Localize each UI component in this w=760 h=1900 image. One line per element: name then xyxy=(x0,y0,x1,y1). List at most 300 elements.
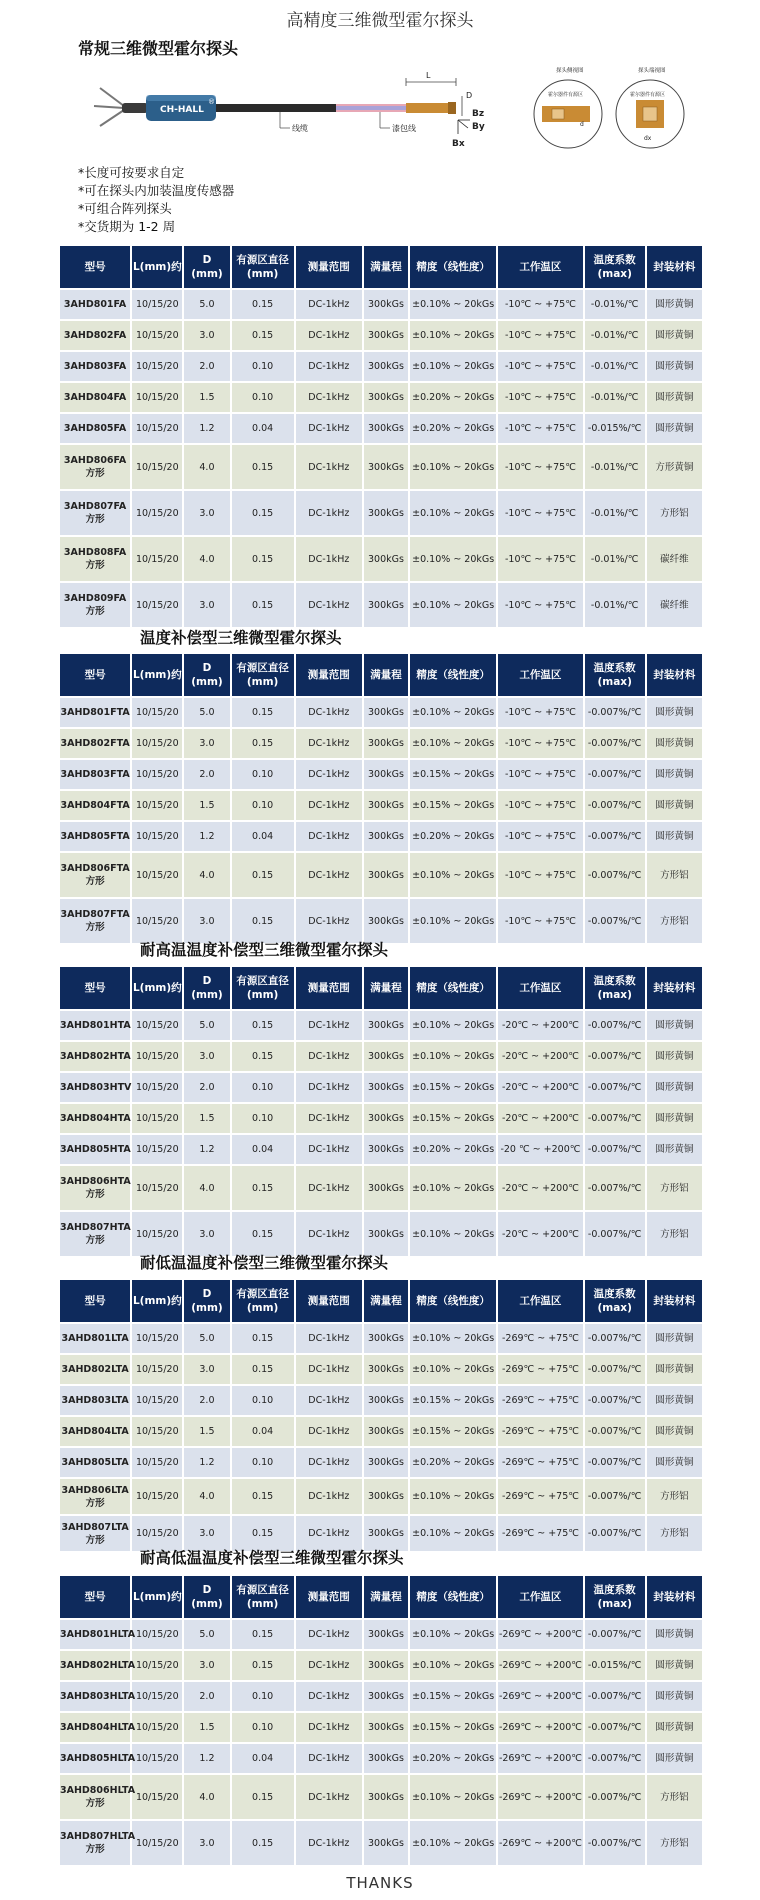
coef-cell: -0.007%/℃ xyxy=(585,1821,645,1865)
column-header: 精度（线性度） xyxy=(410,246,496,288)
L-cell: 10/15/20 xyxy=(132,1166,182,1210)
model-shape: 方形 xyxy=(85,514,105,525)
column-header: 型号 xyxy=(60,246,130,288)
model-name: 3AHD804HTA xyxy=(60,1113,131,1124)
footer-thanks: THANKS xyxy=(346,1874,414,1892)
active-cell: 0.15 xyxy=(232,729,294,758)
range-cell: DC-1kHz xyxy=(296,537,362,581)
full-cell: 300kGs xyxy=(364,352,408,381)
table-row xyxy=(60,1682,702,1711)
coef-cell: -0.007%/℃ xyxy=(585,1073,645,1102)
axes-icon xyxy=(458,120,470,134)
model-cell xyxy=(60,290,130,319)
column-header: 工作温区 xyxy=(498,967,582,1009)
coef-cell: -0.007%/℃ xyxy=(585,1324,645,1353)
note-item: *可组合阵列探头 xyxy=(78,201,172,216)
table-row xyxy=(60,1386,702,1415)
range-cell: DC-1kHz xyxy=(296,698,362,727)
full-cell: 300kGs xyxy=(364,414,408,443)
active-cell: 0.15 xyxy=(232,1651,294,1680)
L-cell: 10/15/20 xyxy=(132,537,182,581)
spec-table xyxy=(58,244,704,629)
probe-tip xyxy=(406,103,450,113)
L-cell: 10/15/20 xyxy=(132,1516,182,1551)
active-cell: 0.15 xyxy=(232,321,294,350)
table-row xyxy=(60,1042,702,1071)
model-shape: 方形 xyxy=(85,1189,105,1200)
material-cell: 圆形黄铜 xyxy=(647,1417,702,1446)
range-cell: DC-1kHz xyxy=(296,1479,362,1514)
full-cell: 300kGs xyxy=(364,1620,408,1649)
model-shape: 方形 xyxy=(85,1235,105,1246)
range-cell: DC-1kHz xyxy=(296,1775,362,1819)
active-cell: 0.15 xyxy=(232,491,294,535)
coef-cell: -0.007%/℃ xyxy=(585,1355,645,1384)
wire-callout: 漆包线 xyxy=(392,124,416,133)
model-name: 3AHD803HTV xyxy=(60,1082,132,1093)
range-cell: DC-1kHz xyxy=(296,1104,362,1133)
model-name: 3AHD806HLTA xyxy=(60,1785,136,1796)
coef-cell: -0.007%/℃ xyxy=(585,760,645,789)
full-cell: 300kGs xyxy=(364,1417,408,1446)
model-name: 3AHD803FTA xyxy=(60,769,130,780)
accuracy-cell: ±0.10% ~ 20kGs xyxy=(410,1516,496,1551)
coef-cell: -0.007%/℃ xyxy=(585,1042,645,1071)
range-cell: DC-1kHz xyxy=(296,491,362,535)
spec-table xyxy=(58,965,704,1258)
D-cell: 5.0 xyxy=(184,1324,229,1353)
temp-cell: -10℃ ~ +75℃ xyxy=(498,537,582,581)
column-header: D (mm) xyxy=(184,967,229,1009)
full-cell: 300kGs xyxy=(364,1104,408,1133)
full-cell: 300kGs xyxy=(364,1324,408,1353)
L-cell: 10/15/20 xyxy=(132,383,182,412)
full-cell: 300kGs xyxy=(364,537,408,581)
accuracy-cell: ±0.20% ~ 20kGs xyxy=(410,1744,496,1773)
full-cell: 300kGs xyxy=(364,729,408,758)
accuracy-cell: ±0.15% ~ 20kGs xyxy=(410,1417,496,1446)
axis-label-by: By xyxy=(472,122,485,132)
range-cell: DC-1kHz xyxy=(296,1651,362,1680)
model-cell xyxy=(60,1386,130,1415)
model-name: 3AHD805FA xyxy=(63,423,127,434)
L-cell: 10/15/20 xyxy=(132,822,182,851)
spec-table xyxy=(58,1574,704,1867)
table-row xyxy=(60,414,702,443)
full-cell: 300kGs xyxy=(364,445,408,489)
full-cell: 300kGs xyxy=(364,1355,408,1384)
coef-cell: -0.007%/℃ xyxy=(585,1104,645,1133)
D-cell: 1.5 xyxy=(184,791,229,820)
material-cell: 圆形黄铜 xyxy=(647,729,702,758)
column-header: 温度系数 (max) xyxy=(585,246,645,288)
coef-cell: -0.01%/℃ xyxy=(585,583,645,627)
D-cell: 3.0 xyxy=(184,491,229,535)
model-shape: 方形 xyxy=(85,1497,105,1509)
spec-table xyxy=(58,652,704,945)
range-cell: DC-1kHz xyxy=(296,1682,362,1711)
active-cell: 0.15 xyxy=(232,1324,294,1353)
notes-list xyxy=(78,164,234,236)
model-name: 3AHD807HTA xyxy=(60,1222,131,1233)
temp-cell: -269℃ ~ +200℃ xyxy=(498,1713,582,1742)
D-cell: 1.5 xyxy=(184,383,229,412)
coef-cell: -0.007%/℃ xyxy=(585,791,645,820)
L-cell: 10/15/20 xyxy=(132,853,182,897)
L-cell: 10/15/20 xyxy=(132,1821,182,1865)
column-header: 型号 xyxy=(60,1576,130,1618)
temp-cell: -10℃ ~ +75℃ xyxy=(498,414,582,443)
accuracy-cell: ±0.10% ~ 20kGs xyxy=(410,1011,496,1040)
full-cell: 300kGs xyxy=(364,1744,408,1773)
range-cell: DC-1kHz xyxy=(296,352,362,381)
model-cell xyxy=(60,1324,130,1353)
material-cell: 圆形黄铜 xyxy=(647,760,702,789)
section-title-standard: 常规三维微型霍尔探头 xyxy=(78,39,239,58)
range-cell: DC-1kHz xyxy=(296,445,362,489)
D-cell: 1.2 xyxy=(184,414,229,443)
material-cell: 碳纤维 xyxy=(647,537,702,581)
table-row xyxy=(60,1620,702,1649)
temp-cell: -10℃ ~ +75℃ xyxy=(498,853,582,897)
column-header: 精度（线性度） xyxy=(410,1576,496,1618)
material-cell: 方形铝 xyxy=(647,853,702,897)
column-header: 工作温区 xyxy=(498,1280,582,1322)
full-cell: 300kGs xyxy=(364,760,408,789)
L-cell: 10/15/20 xyxy=(132,1651,182,1680)
temp-cell: -20℃ ~ +200℃ xyxy=(498,1212,582,1256)
active-cell: 0.15 xyxy=(232,1620,294,1649)
material-cell: 圆形黄铜 xyxy=(647,1744,702,1773)
model-name: 3AHD806LTA xyxy=(61,1484,129,1496)
accuracy-cell: ±0.15% ~ 20kGs xyxy=(410,1104,496,1133)
column-header: 封装材料 xyxy=(647,246,702,288)
material-cell: 圆形黄铜 xyxy=(647,1682,702,1711)
table-row xyxy=(60,1104,702,1133)
dim-label-D: D xyxy=(466,91,473,100)
material-cell: 圆形黄铜 xyxy=(647,1355,702,1384)
column-header: 满量程 xyxy=(364,1576,408,1618)
table-row xyxy=(60,899,702,943)
active-cell: 0.04 xyxy=(232,1417,294,1446)
accuracy-cell: ±0.10% ~ 20kGs xyxy=(410,1212,496,1256)
table-row xyxy=(60,583,702,627)
probe-diagram xyxy=(90,66,700,156)
material-cell: 圆形黄铜 xyxy=(647,352,702,381)
model-name: 3AHD802HTA xyxy=(60,1051,131,1062)
range-cell: DC-1kHz xyxy=(296,760,362,789)
accuracy-cell: ±0.10% ~ 20kGs xyxy=(410,1620,496,1649)
range-cell: DC-1kHz xyxy=(296,853,362,897)
coef-cell: -0.007%/℃ xyxy=(585,1417,645,1446)
L-cell: 10/15/20 xyxy=(132,1135,182,1164)
material-cell: 圆形黄铜 xyxy=(647,822,702,851)
accuracy-cell: ±0.10% ~ 20kGs xyxy=(410,1355,496,1384)
column-header: L(mm)约 xyxy=(132,1576,182,1618)
accuracy-cell: ±0.10% ~ 20kGs xyxy=(410,853,496,897)
column-header: 测量范围 xyxy=(296,246,362,288)
range-cell: DC-1kHz xyxy=(296,290,362,319)
active-cell: 0.10 xyxy=(232,791,294,820)
full-cell: 300kGs xyxy=(364,1516,408,1551)
column-header: 测量范围 xyxy=(296,1280,362,1322)
material-cell: 方形铝 xyxy=(647,1212,702,1256)
L-cell: 10/15/20 xyxy=(132,1212,182,1256)
model-name: 3AHD804HLTA xyxy=(60,1722,136,1733)
coef-cell: -0.007%/℃ xyxy=(585,1682,645,1711)
table-row xyxy=(60,321,702,350)
table-header-row xyxy=(60,967,702,1009)
model-name: 3AHD804FTA xyxy=(60,800,130,811)
accuracy-cell: ±0.15% ~ 20kGs xyxy=(410,791,496,820)
column-header: L(mm)约 xyxy=(132,246,182,288)
column-header: 封装材料 xyxy=(647,967,702,1009)
table-header-row xyxy=(60,246,702,288)
full-cell: 300kGs xyxy=(364,290,408,319)
column-header: D (mm) xyxy=(184,1280,229,1322)
temp-cell: -269℃ ~ +200℃ xyxy=(498,1821,582,1865)
active-cell: 0.15 xyxy=(232,537,294,581)
range-cell: DC-1kHz xyxy=(296,1073,362,1102)
column-header: D (mm) xyxy=(184,654,229,696)
D-cell: 2.0 xyxy=(184,760,229,789)
L-cell: 10/15/20 xyxy=(132,1011,182,1040)
material-cell: 圆形黄铜 xyxy=(647,290,702,319)
D-cell: 1.2 xyxy=(184,1744,229,1773)
model-cell xyxy=(60,791,130,820)
table-row xyxy=(60,1744,702,1773)
range-cell: DC-1kHz xyxy=(296,1448,362,1477)
model-cell xyxy=(60,414,130,443)
full-cell: 300kGs xyxy=(364,899,408,943)
coef-cell: -0.007%/℃ xyxy=(585,1775,645,1819)
material-cell: 方形铝 xyxy=(647,1166,702,1210)
model-name: 3AHD808FA xyxy=(63,547,127,558)
accuracy-cell: ±0.10% ~ 20kGs xyxy=(410,352,496,381)
column-header: 满量程 xyxy=(364,246,408,288)
column-header: 测量范围 xyxy=(296,1576,362,1618)
accuracy-cell: ±0.10% ~ 20kGs xyxy=(410,445,496,489)
model-name: 3AHD801LTA xyxy=(61,1333,129,1344)
D-cell: 4.0 xyxy=(184,1166,229,1210)
model-name: 3AHD805LTA xyxy=(61,1457,129,1468)
D-cell: 1.2 xyxy=(184,1135,229,1164)
model-cell xyxy=(60,1212,130,1256)
accuracy-cell: ±0.20% ~ 20kGs xyxy=(410,1135,496,1164)
model-cell xyxy=(60,698,130,727)
full-cell: 300kGs xyxy=(364,1073,408,1102)
active-cell: 0.10 xyxy=(232,1104,294,1133)
column-header: L(mm)约 xyxy=(132,967,182,1009)
model-name: 3AHD801HTA xyxy=(60,1020,131,1031)
temp-cell: -10℃ ~ +75℃ xyxy=(498,583,582,627)
full-cell: 300kGs xyxy=(364,1479,408,1514)
material-cell: 方形铝 xyxy=(647,1775,702,1819)
full-cell: 300kGs xyxy=(364,822,408,851)
model-name: 3AHD802FTA xyxy=(60,738,130,749)
coef-cell: -0.01%/℃ xyxy=(585,383,645,412)
model-name: 3AHD805HTA xyxy=(60,1144,131,1155)
active-cell: 0.10 xyxy=(232,383,294,412)
full-cell: 300kGs xyxy=(364,1713,408,1742)
range-cell: DC-1kHz xyxy=(296,1821,362,1865)
accuracy-cell: ±0.10% ~ 20kGs xyxy=(410,1324,496,1353)
temp-cell: -20℃ ~ +200℃ xyxy=(498,1166,582,1210)
accuracy-cell: ±0.20% ~ 20kGs xyxy=(410,822,496,851)
model-cell xyxy=(60,1744,136,1773)
L-cell: 10/15/20 xyxy=(132,791,182,820)
model-cell xyxy=(60,1042,130,1071)
accuracy-cell: ±0.20% ~ 20kGs xyxy=(410,383,496,412)
column-header: L(mm)约 xyxy=(132,654,182,696)
table-row xyxy=(60,760,702,789)
full-cell: 300kGs xyxy=(364,1166,408,1210)
material-cell: 圆形黄铜 xyxy=(647,1651,702,1680)
D-cell: 3.0 xyxy=(184,1042,229,1071)
temp-cell: -269℃ ~ +75℃ xyxy=(498,1479,582,1514)
table-row xyxy=(60,491,702,535)
range-cell: DC-1kHz xyxy=(296,1212,362,1256)
table-row xyxy=(60,822,702,851)
table-row xyxy=(60,1355,702,1384)
column-header: 满量程 xyxy=(364,1280,408,1322)
column-header: 有源区直径 (mm) xyxy=(232,967,294,1009)
column-header: 精度（线性度） xyxy=(410,1280,496,1322)
temp-cell: -269℃ ~ +75℃ xyxy=(498,1355,582,1384)
material-cell: 方形铝 xyxy=(647,1821,702,1865)
table-row xyxy=(60,791,702,820)
column-header: 有源区直径 (mm) xyxy=(232,654,294,696)
range-cell: DC-1kHz xyxy=(296,729,362,758)
material-cell: 圆形黄铜 xyxy=(647,321,702,350)
D-cell: 3.0 xyxy=(184,1821,229,1865)
model-cell xyxy=(60,853,130,897)
table-row xyxy=(60,853,702,897)
D-cell: 3.0 xyxy=(184,321,229,350)
model-name: 3AHD803HLTA xyxy=(60,1691,136,1702)
model-shape: 方形 xyxy=(85,1534,105,1546)
column-header: D (mm) xyxy=(184,246,229,288)
accuracy-cell: ±0.10% ~ 20kGs xyxy=(410,290,496,319)
temp-cell: -10℃ ~ +75℃ xyxy=(498,445,582,489)
accuracy-cell: ±0.15% ~ 20kGs xyxy=(410,1073,496,1102)
table-row xyxy=(60,1651,702,1680)
model-cell xyxy=(60,1682,136,1711)
material-cell: 圆形黄铜 xyxy=(647,1135,702,1164)
full-cell: 300kGs xyxy=(364,791,408,820)
coef-cell: -0.01%/℃ xyxy=(585,321,645,350)
model-cell xyxy=(60,537,130,581)
D-cell: 1.5 xyxy=(184,1104,229,1133)
active-cell: 0.15 xyxy=(232,1355,294,1384)
L-cell: 10/15/20 xyxy=(132,1682,182,1711)
table-row xyxy=(60,290,702,319)
table-header-row xyxy=(60,1280,702,1322)
material-cell: 圆形黄铜 xyxy=(647,1386,702,1415)
side-view-label: 探头侧视图 xyxy=(556,68,584,74)
coef-cell: -0.007%/℃ xyxy=(585,1212,645,1256)
L-cell: 10/15/20 xyxy=(132,583,182,627)
accuracy-cell: ±0.10% ~ 20kGs xyxy=(410,1479,496,1514)
model-cell xyxy=(60,1417,130,1446)
range-cell: DC-1kHz xyxy=(296,1713,362,1742)
temp-cell: -269℃ ~ +200℃ xyxy=(498,1651,582,1680)
model-name: 3AHD807FA xyxy=(63,501,127,512)
column-header: 温度系数 (max) xyxy=(585,1576,645,1618)
active-cell: 0.04 xyxy=(232,822,294,851)
range-cell: DC-1kHz xyxy=(296,1011,362,1040)
section-title: 耐高温温度补偿型三维微型霍尔探头 xyxy=(140,941,389,959)
material-cell: 碳纤维 xyxy=(647,583,702,627)
coef-cell: -0.007%/℃ xyxy=(585,1744,645,1773)
material-cell: 圆形黄铜 xyxy=(647,1073,702,1102)
column-header: 型号 xyxy=(60,967,130,1009)
L-cell: 10/15/20 xyxy=(132,1386,182,1415)
range-cell: DC-1kHz xyxy=(296,899,362,943)
column-header: 精度（线性度） xyxy=(410,654,496,696)
material-cell: 方形铝 xyxy=(647,899,702,943)
coef-cell: -0.01%/℃ xyxy=(585,537,645,581)
material-cell: 圆形黄铜 xyxy=(647,1324,702,1353)
accuracy-cell: ±0.10% ~ 20kGs xyxy=(410,1166,496,1210)
column-header: L(mm)约 xyxy=(132,1280,182,1322)
material-cell: 圆形黄铜 xyxy=(647,1104,702,1133)
registered-mark: ® xyxy=(208,98,215,106)
accuracy-cell: ±0.15% ~ 20kGs xyxy=(410,1713,496,1742)
table-header-row xyxy=(60,654,702,696)
table-header-row xyxy=(60,1576,702,1618)
model-cell xyxy=(60,1073,130,1102)
range-cell: DC-1kHz xyxy=(296,791,362,820)
coef-cell: -0.007%/℃ xyxy=(585,853,645,897)
range-cell: DC-1kHz xyxy=(296,822,362,851)
range-cell: DC-1kHz xyxy=(296,383,362,412)
accuracy-cell: ±0.10% ~ 20kGs xyxy=(410,1821,496,1865)
table-row xyxy=(60,698,702,727)
model-cell xyxy=(60,1516,130,1551)
L-cell: 10/15/20 xyxy=(132,1479,182,1514)
material-cell: 方形黄铜 xyxy=(647,445,702,489)
note-item: *长度可按要求自定 xyxy=(78,165,185,180)
full-cell: 300kGs xyxy=(364,1448,408,1477)
temp-cell: -10℃ ~ +75℃ xyxy=(498,321,582,350)
note-item: *可在探头内加装温度传感器 xyxy=(78,183,235,198)
model-shape: 方形 xyxy=(85,1844,105,1855)
model-cell xyxy=(60,729,130,758)
range-cell: DC-1kHz xyxy=(296,414,362,443)
range-cell: DC-1kHz xyxy=(296,1744,362,1773)
end-view-axis-label: dx xyxy=(644,135,652,142)
accuracy-cell: ±0.10% ~ 20kGs xyxy=(410,698,496,727)
D-cell: 3.0 xyxy=(184,1651,229,1680)
column-header: 封装材料 xyxy=(647,1280,702,1322)
temp-cell: -269℃ ~ +75℃ xyxy=(498,1386,582,1415)
model-cell xyxy=(60,321,130,350)
active-cell: 0.15 xyxy=(232,583,294,627)
column-header: 温度系数 (max) xyxy=(585,1280,645,1322)
range-cell: DC-1kHz xyxy=(296,1386,362,1415)
model-name: 3AHD803LTA xyxy=(61,1395,129,1406)
accuracy-cell: ±0.20% ~ 20kGs xyxy=(410,414,496,443)
temp-cell: -269℃ ~ +75℃ xyxy=(498,1516,582,1551)
temp-cell: -10℃ ~ +75℃ xyxy=(498,729,582,758)
column-header: 温度系数 (max) xyxy=(585,654,645,696)
coef-cell: -0.01%/℃ xyxy=(585,352,645,381)
section-title: 耐低温温度补偿型三维微型霍尔探头 xyxy=(140,1254,389,1272)
D-cell: 5.0 xyxy=(184,1620,229,1649)
D-cell: 4.0 xyxy=(184,1775,229,1819)
coef-cell: -0.007%/℃ xyxy=(585,899,645,943)
